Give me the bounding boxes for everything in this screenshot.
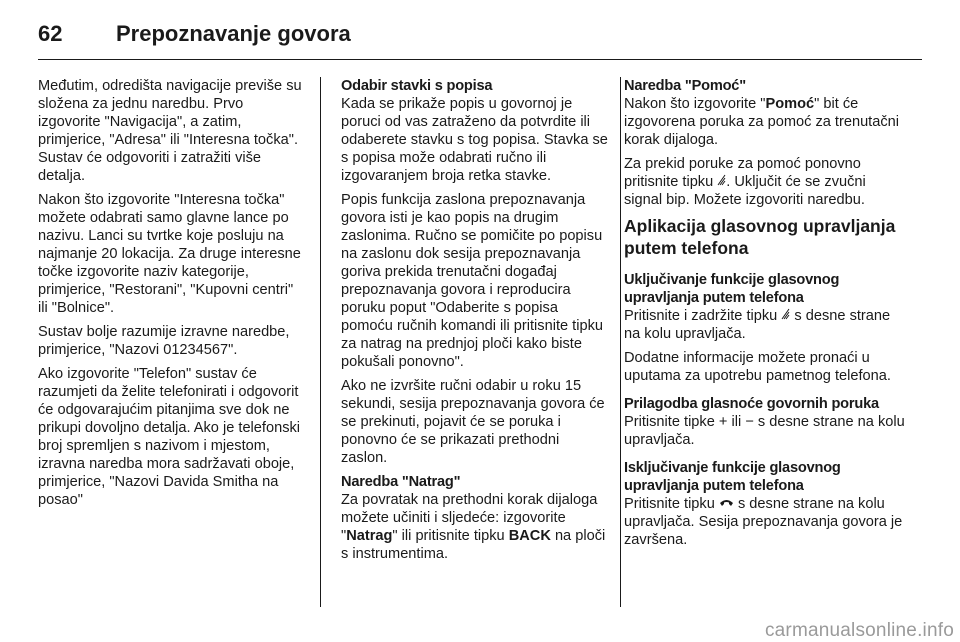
section-heading-off: Isključivanje funkcije glasovnog upravljanja putem telefona <box>624 460 841 494</box>
column-divider-2 <box>620 77 621 607</box>
paragraph-volume: Pritisnite tipke + ili − s desne strane na kolu upravljača. <box>624 414 905 448</box>
paragraph-off: Pritisnite tipku s desne strane na kolu upravljača. Sesija prepoznavanja govora je završena. <box>624 496 903 548</box>
paragraph: Dodatne informacije možete pronaći u uputama za upotrebu pametnog telefona. <box>624 350 891 384</box>
column-1 <box>38 77 306 515</box>
paragraph: Nakon što izgovorite "Interesna točka" možete odabrati samo glavne lance po nazivu. Lanci su tvrtke koje posluju na najmanje 20 lokacija. Za druge interesne točke izgovorite naziv kategorije, primjerice, "Restorani", "Kupovni centri" ili "Bolnice". <box>38 192 301 316</box>
paragraph: Sustav bolje razumije izravne naredbe, primjerice, "Nazovi 01234567". <box>38 324 290 358</box>
paragraph: Međutim, odredišta navigacije previše su složena za jednu naredbu. Prvo izgovorite "Navigacija", a zatim, primjerice, "Adresa" ili "Interesna točka". Sustav će odgovoriti i zatražiti više detalja. <box>38 78 302 184</box>
paragraph-help-2: Za prekid poruke za pomoć ponovno pritisnite tipku . Uključit će se zvučni signal bip. Možete izgovoriti naredbu. <box>624 156 866 208</box>
minus-icon: − <box>745 414 754 430</box>
section-heading-help: Naredba "Pomoć" <box>624 78 746 94</box>
page-number: 62 <box>38 21 63 46</box>
header-rule <box>38 59 922 60</box>
section-heading-volume: Prilagodba glasnoće govornih poruka <box>624 396 879 412</box>
plus-icon: + <box>718 414 728 430</box>
paragraph: Ako ne izvršite ručni odabir u roku 15 sekundi, sesija prepoznavanja govora će se prekinuti, pojavit će se poruka i ponovno će se prikazati prethodni zaslon. <box>341 378 605 466</box>
column-2 <box>341 77 609 569</box>
page-title: Prepoznavanje govora <box>116 21 351 46</box>
paragraph: Popis funkcija zaslona prepoznavanja govora isti je kao popis na drugim zaslonima. Ručno se pomičite po popisu na zaslonu dok sesija prepoznavanja goriva prekida trenutačni događaj prepoznavanja govora i reproducira poruku poput "Odaberite s popisa pomoću ručnih komandi ili pritisnite tipku za natrag na prednjoj ploči kako biste pokušali ponovno". <box>341 192 603 370</box>
paragraph-on-1: Pritisnite i zadržite tipku s desne strane na kolu upravljača. <box>624 308 891 342</box>
paragraph-help-1: Nakon što izgovorite "Pomoć" bit će izgovorena poruka za pomoć za trenutačni korak dijaloga. <box>624 96 900 148</box>
paragraph-back: Za povratak na prethodni korak dijaloga možete učiniti i sljedeće: izgovorite "Natrag" ili pritisnite tipku BACK na ploči s instrumentima. <box>341 492 606 562</box>
watermark: carmanualsonline.info <box>764 620 954 641</box>
chapter-heading-app: Aplikacija glasovnog upravljanja putem telefona <box>624 216 896 258</box>
voice-button-icon <box>781 307 790 325</box>
paragraph: Ako izgovorite "Telefon" sustav će razumjeti da želite telefonirati i odgovorit će odgovarajućim pitanjima sve dok ne prikupi dovoljno detalja. Ako je telefonski broj spremljen s nazivom i mjestom, izravna naredba mora sadržavati oboje, primjerice, "Nazovi Davida Smitha na posao" <box>38 366 301 508</box>
back-key-label: BACK <box>508 528 551 544</box>
section-heading-back: Naredba "Natrag" <box>341 474 461 490</box>
column-3 <box>624 77 906 555</box>
page-header <box>38 16 351 52</box>
end-call-icon <box>719 495 734 513</box>
section-heading-select: Odabir stavki s popisa <box>341 78 493 94</box>
column-divider-1 <box>320 77 321 607</box>
section-heading-on: Uključivanje funkcije glasovnog upravljanja putem telefona <box>624 272 840 306</box>
voice-button-icon <box>717 173 726 191</box>
paragraph: Kada se prikaže popis u govornoj je poruci od vas zatraženo da potvrdite ili odaberete stavku s tog popisa. Stavka se s popisa može odabrati ručno ili izgovaranjem broja retka stavke. <box>341 96 608 184</box>
